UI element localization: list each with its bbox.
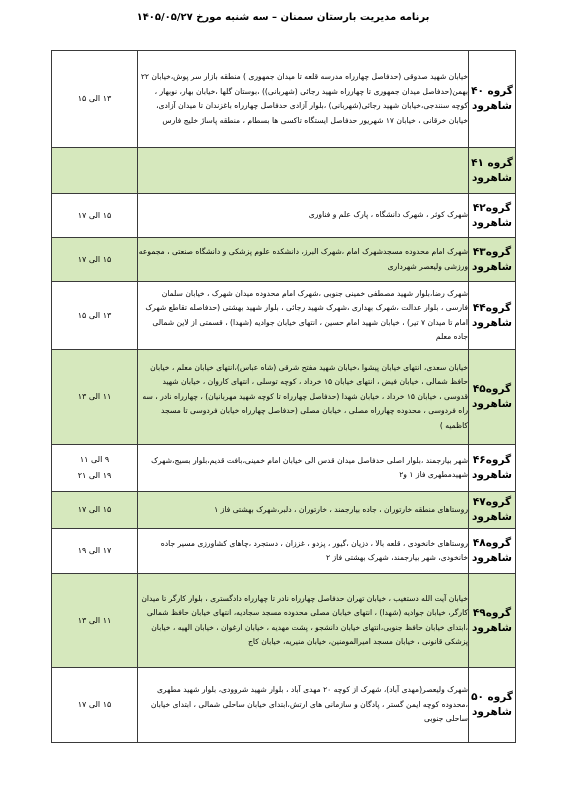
hours-range: ۱۱ الی ۱۳ — [77, 615, 112, 625]
group-city: شاهرود — [472, 216, 512, 229]
group-name: گروه۴۷ — [472, 496, 512, 508]
group-city: شاهرود — [472, 260, 512, 273]
hours-cell — [52, 148, 138, 194]
table-row — [52, 148, 516, 194]
group-city: شاهرود — [472, 469, 512, 481]
group-name: گروه۴۹ — [472, 606, 512, 619]
table-row — [52, 529, 516, 574]
group-city: شاهرود — [472, 398, 512, 410]
table-row — [52, 574, 516, 668]
group-cell — [469, 350, 516, 445]
group-name: گروه۴۸ — [472, 537, 512, 549]
group-cell — [469, 282, 516, 350]
areas-cell: خیابان شهید صدوقی (حدفاصل چهارراه مدرسه قلعه تا میدان جمهوری ) منطقه بازار سر پوش،خیابان ۲۲ بهمن(حدفاصل میدان جمهوری تا چهارراه شهید رجائی (شهربانی)) ،بوستان گلها ،خیابان بهار، نوبهار ، کوچه سنندجی،خیابان شهید رجائی(شهربانی) ،بلوار آزادی حدفاصل چهارراه باغزندان تا میدان آزادی، خیابان خرقانی ، خیابان ۱۷ شهریور حدفاصل ایستگاه تاکسی ها بسطام ، منطقه پاساژ خلیج فارس — [138, 51, 469, 148]
hours-range: ۱۳ الی ۱۵ — [77, 310, 112, 320]
group-cell — [469, 574, 516, 668]
group-cell — [469, 51, 516, 148]
table-row — [52, 668, 516, 743]
group-name: گروه۴۲ — [472, 201, 512, 214]
group-city: شاهرود — [472, 621, 512, 634]
table-row — [52, 238, 516, 282]
group-cell — [469, 492, 516, 529]
areas-cell — [138, 148, 469, 194]
group-name: گروه۴۴ — [472, 301, 512, 314]
hours-range: ۱۳ الی ۱۵ — [77, 94, 112, 103]
group-name: گروه ۴۰ — [471, 85, 513, 97]
table-row — [52, 350, 516, 445]
group-cell — [469, 148, 516, 194]
group-name: گروه۴۵ — [472, 383, 512, 395]
group-city: شاهرود — [472, 552, 512, 564]
group-name: گروه ۵۰ — [471, 691, 513, 703]
hours-cell — [52, 350, 138, 445]
table-row — [52, 445, 516, 492]
areas-cell: شهرک ولیعصر(مهدی آباد)، شهرک از کوچه ۲۰ مهدی آباد ، بلوار شهید شروودی، بلوار شهید مطهری ،محدوده کوچه ایمن گستر ، پادگان و سازمانی های ارتش،ابتدای خیابان ساحلی شمالی ، ابتدای خیابان ساحلی جنوبی — [138, 668, 469, 743]
hours-range: ۱۷ الی ۱۹ — [77, 546, 112, 555]
areas-cell: شهرک امام محدوده مسجدشهرک امام ،شهرک البرز، دانشکده علوم پزشکی و دانشگاه صنعتی ، مجموعه ورزشی ولیعصر شهرداری — [138, 238, 469, 282]
hours-range: ۱۹ الی ۲۱ — [77, 471, 112, 480]
hours-cell — [52, 282, 138, 350]
areas-cell: روستاهای منطقه خارتوران ، جاده بیارجمند ، خارتوران ، دلبر،شهرک بهشتی فاز ۱ — [138, 492, 469, 529]
hours-cell — [52, 574, 138, 668]
areas-cell: شهرک کوثر ، شهرک دانشگاه ، پارک علم و فناوری — [138, 194, 469, 238]
page-title: برنامه مدیریت بارستان سمنان – سه شنبه مورخ ۱۴۰۵/۰۵/۲۷ — [136, 12, 430, 23]
group-cell — [469, 668, 516, 743]
areas-cell: خیابان سعدی، انتهای خیابان پیشوا ،خیابان شهید مفتح شرقی (شاه عباس)،انتهای خیابان معلم ، خیابان حافظ شمالی ، خیابان فیض ، انتهای خیابان ۱۵ خرداد ، کوچه توسلی ، انتهای کاروان ، خیابان شهید قدوسی ، خیابان ۱۵ خرداد ، خیابان شهدا (حدفاصل چهارراه تا کوچه شهید مهربانیان) ، چهارراه نادر ، سه راه فردوسی ، محدوده چهارراه مصلی ، خیابان مصلی (حدفاصل چهارراه خیابان فردوسی تا مسجد کاظمیه ) — [138, 350, 469, 445]
table-row — [52, 194, 516, 238]
group-name: گروه۴۳ — [472, 245, 512, 258]
hours-range: ۹ الی ۱۱ — [79, 455, 110, 464]
hours-range: ۱۱ الی ۱۳ — [77, 392, 112, 401]
table-row — [52, 282, 516, 350]
group-name: گروه ۴۱ — [471, 156, 513, 169]
hours-cell — [52, 194, 138, 238]
areas-cell: شهر بیارجمند ،بلوار اصلی حدفاصل میدان قدس الی خیابان امام خمینی،بافت قدیم،بلوار بسیج،شهرک شهیدمطهری فاز ۱ و۲ — [138, 445, 469, 492]
areas-cell: شهرک رضا،بلوار شهید مصطفی خمینی جنوبی ،شهرک امام محدوده میدان شهرک ، خیابان سلمان فارسی ، بلوار عدالت ،شهرک بهداری ،شهرک شهید رجائی ، بلوار شهید بهشتی (حدفاصله تقاطع شهرک امام تا میدان ۷ تیر) ، خیابان شهید امام حسین ، انتهای خیابان جوادیه (شهدا) ، قسمتی از لاین شمالی جاده معلم — [138, 282, 469, 350]
hours-range: ۱۵ الی ۱۷ — [77, 505, 112, 514]
group-cell — [469, 445, 516, 492]
group-city: شاهرود — [472, 706, 512, 718]
areas-cell: روستاهای خانخودی ، قلعه بالا ، دزیان ،گیور ، پزدو ، غززان ، دستجرد ،چاهای کشاورزی مسیر جاده خانخودی، شهر بیارجمند، شهرک بهشتی فاز ۲ — [138, 529, 469, 574]
hours-range: ۱۵ الی ۱۷ — [77, 254, 112, 264]
hours-cell — [52, 529, 138, 574]
hours-range: ۱۵ الی ۱۷ — [77, 210, 112, 220]
group-city: شاهرود — [472, 100, 512, 112]
areas-cell: خیابان آیت الله دستغیب ، خیابان تهران حدفاصل چهارراه نادر تا چهارراه دادگستری ، بلوار کارگر تا میدان کارگر، خیابان جوادیه (شهدا) ، انتهای خیابان مصلی محدوده مسجد سجادیه، انتهای خیابان حافظ شمالی ،ابتدای خیابان حافظ جنوبی،انتهای خیابان دانشجو ، پشت مهدیه ، خیابان ارغوان ، خیابان الهیه ، خیابان پزشکی قانونی ، خیابان مسجد امیرالمومنین، خیابان منیریه، خیابان کاج — [138, 574, 469, 668]
hours-range: ۱۵ الی ۱۷ — [77, 700, 112, 709]
group-cell — [469, 238, 516, 282]
hours-cell — [52, 238, 138, 282]
schedule-table — [51, 50, 516, 743]
group-cell — [469, 529, 516, 574]
table-row — [52, 51, 516, 148]
group-name: گروه۴۶ — [472, 454, 512, 466]
hours-cell — [52, 445, 138, 492]
group-cell — [469, 194, 516, 238]
group-city: شاهرود — [472, 316, 512, 329]
group-city: شاهرود — [472, 171, 512, 184]
group-city: شاهرود — [472, 511, 512, 523]
hours-cell — [52, 51, 138, 148]
table-row — [52, 492, 516, 529]
hours-cell — [52, 668, 138, 743]
hours-cell — [52, 492, 138, 529]
